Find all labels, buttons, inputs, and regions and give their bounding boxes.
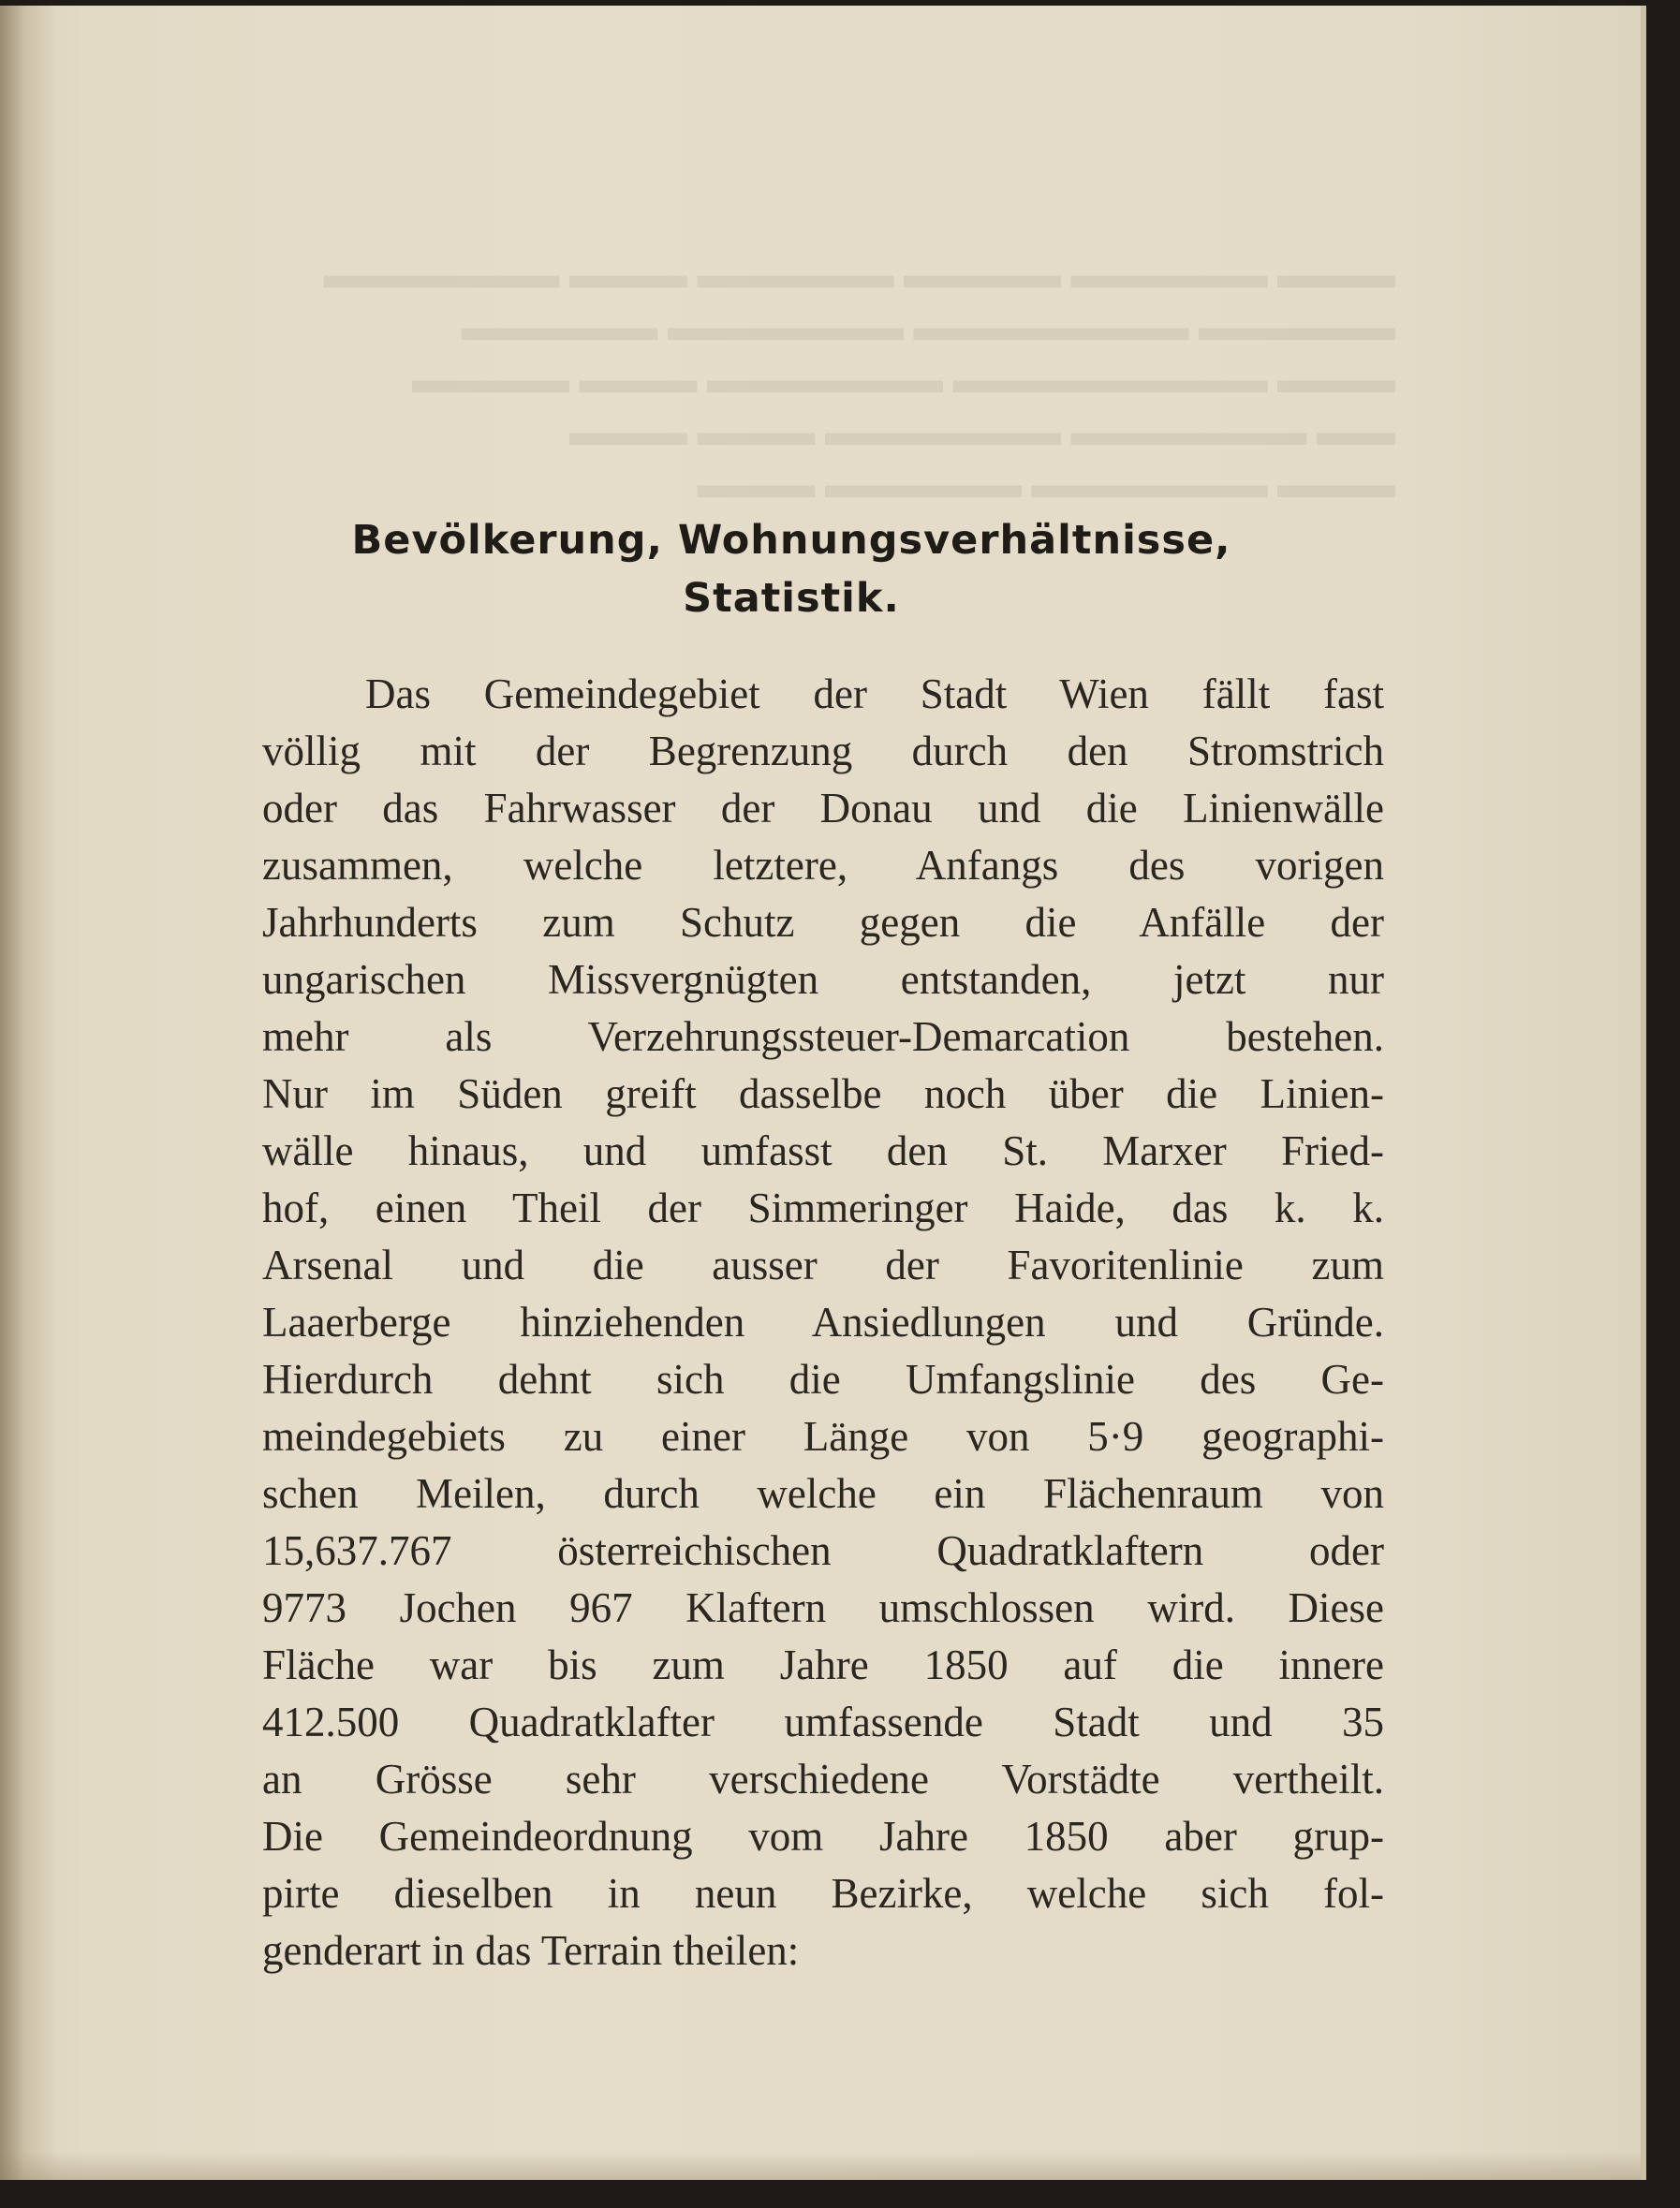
binding-shadow	[0, 6, 56, 2180]
heading-line-2: Statistik.	[683, 575, 900, 622]
book-page	[0, 6, 1646, 2180]
text-line: Die Gemeindeordnung vom Jahre 1850 aber grup-	[262, 1813, 1384, 1860]
text-line: Das Gemeindegebiet der Stadt Wien fällt fast	[365, 670, 1384, 717]
text-line: 412.500 Quadratklafter umfassende Stadt und 35	[262, 1699, 1384, 1745]
text-line: mehr als Verzehrungssteuer-Demarcation bestehen.	[262, 1013, 1384, 1060]
text-line: wälle hinaus, und umfasst den St. Marxer Fried-	[262, 1127, 1384, 1174]
text-line: Jahrhunderts zum Schutz gegen die Anfälle der	[262, 899, 1384, 946]
heading-line-1: Bevölkerung, Wohnungsverhältnisse,	[351, 517, 1231, 564]
text-line: völlig mit der Begrenzung durch den Stromstrich	[262, 728, 1384, 774]
text-line: schen Meilen, durch welche ein Flächenraum von	[262, 1470, 1384, 1517]
text-line: oder das Fahrwasser der Donau und die Linienwälle	[262, 785, 1384, 832]
text-line: an Grösse sehr verschiedene Vorstädte vertheilt.	[262, 1756, 1384, 1803]
page-bottom-edge	[0, 2152, 1641, 2180]
text-line: Arsenal und die ausser der Favoritenlinie zum	[262, 1242, 1384, 1288]
text-line: Nur im Süden greift dasselbe noch über die Linien-	[262, 1070, 1384, 1117]
bleed-through-texture: ▬▬▬ ▬▬▬▬▬ ▬▬▬▬ ▬▬▬▬▬ ▬▬▬ ▬▬▬▬▬▬ ▬▬▬▬▬ ▬▬▬▬▬▬▬ ▬▬▬▬▬▬ ▬▬▬▬▬ ▬▬▬ ▬▬▬▬▬▬▬▬ ▬▬▬▬▬▬ ▬▬▬ ▬▬▬▬ ▬▬ ▬▬▬▬▬▬ ▬▬▬▬▬▬ ▬▬▬ ▬▬▬ ▬▬▬ ▬▬▬▬▬▬ ▬▬▬▬▬ ▬▬▬	[323, 254, 1395, 507]
text-line: zusammen, welche letztere, Anfangs des vorigen	[262, 842, 1384, 889]
text-line: hof, einen Theil der Simmeringer Haide, das k. k.	[262, 1185, 1384, 1231]
body-paragraph	[262, 666, 1384, 1980]
text-line: genderart in das Terrain theilen:	[262, 1927, 800, 1974]
text-line: pirte dieselben in neun Bezirke, welche sich fol-	[262, 1870, 1384, 1917]
text-line: 9773 Jochen 967 Klaftern umschlossen wird. Diese	[262, 1584, 1384, 1631]
text-line: 15,637.767 österreichischen Quadratklaftern oder	[262, 1527, 1384, 1574]
text-line: Hierdurch dehnt sich die Umfangslinie des Ge-	[262, 1356, 1384, 1403]
text-line: Fläche war bis zum Jahre 1850 auf die innere	[262, 1641, 1384, 1688]
text-line: ungarischen Missvergnügten entstanden, jetzt nur	[262, 956, 1384, 1003]
text-line: Laaerberge hinziehenden Ansiedlungen und Gründe.	[262, 1299, 1384, 1346]
section-heading	[262, 511, 1320, 627]
text-line: meindegebiets zu einer Länge von 5·9 geographi-	[262, 1413, 1384, 1460]
